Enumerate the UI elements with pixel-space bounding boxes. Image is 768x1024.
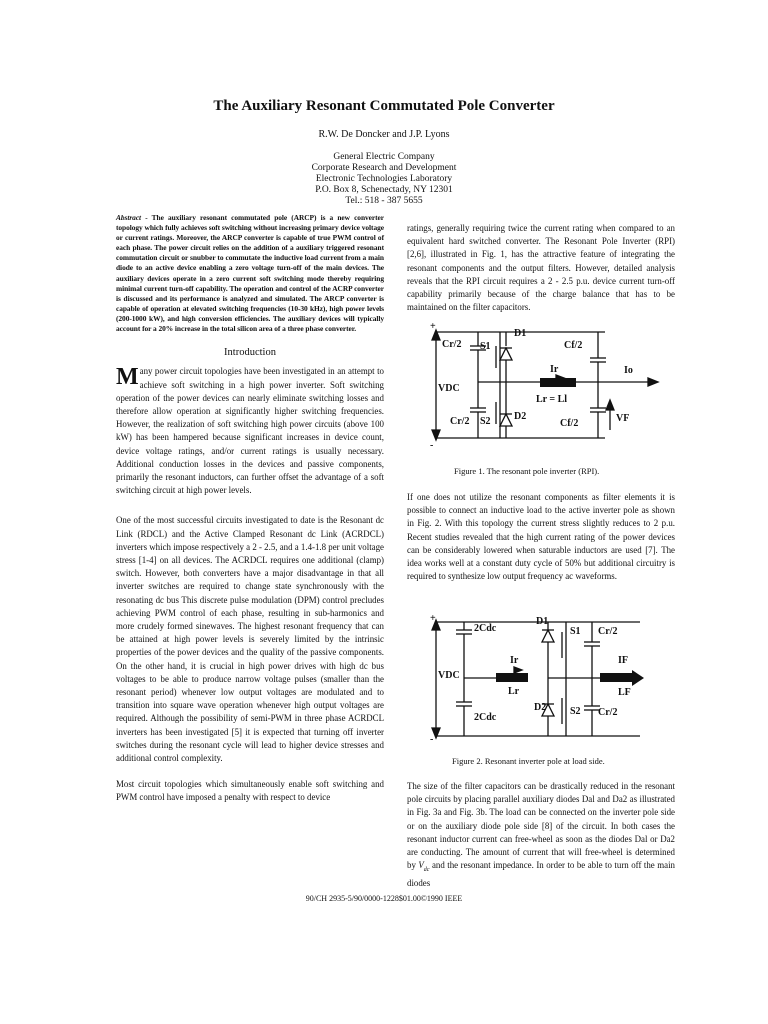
fig2-vdc: VDC [438,670,460,681]
figure-2-caption: Figure 2. Resonant inverter pole at load side. [452,756,605,766]
right-column-middle [407,491,675,583]
vdc-symbol [418,860,430,873]
affiliation-line: Tel.: 518 - 387 5655 [345,196,423,206]
fig2-d2: D2 [534,702,547,713]
fig2-cdc-top: 2Cdc [474,623,497,634]
fig1-io: Io [624,365,633,376]
fig2-minus: - [430,734,434,744]
fig1-vf: VF [616,413,630,424]
vdc-symbol-letter: V [418,860,424,871]
fig2-cdc-bot: 2Cdc [474,712,497,723]
section-heading-introduction: Introduction [224,347,276,359]
intro-paragraph-1 [116,365,384,497]
affiliation-line: General Electric Company [333,152,435,162]
fig2-cr2-top: Cr/2 [598,626,618,637]
figure-1-circuit [430,320,660,450]
fig2-lf: LF [618,687,631,698]
fig1-s1: S1 [480,341,491,352]
fig2-s1: S1 [570,626,581,637]
authors: R.W. De Doncker and J.P. Lyons [318,129,450,140]
fig1-s2: S2 [480,416,491,427]
affiliation-line: Corporate Research and Development [311,163,457,173]
fig1-cr2-top: Cr/2 [442,339,462,350]
fig2-s2: S2 [570,706,581,717]
right-paragraph-3 [407,780,675,890]
drop-cap: M [116,364,139,391]
affiliation [0,152,768,207]
figure-2-circuit [430,612,660,744]
fig1-cf2-bot: Cf/2 [560,418,579,429]
intro-paragraph-3: Most circuit topologies which simultaneously enable soft switching and PWM control have imposed a penalty with respect to device [116,779,384,803]
right-paragraph-1: ratings, generally requiring twice the current rating when compared to an equivalent hard switched converter. The Resonant Pole Inverter (RPI) [2,6], illustrated in Fig. 1, has the attractive feature of integrating the resonant components and the output filters. However, detailed analysis reveals that the RPI circuit requires a 2 - 2.5 p.u. device current turn-off capability primarily because of the charge balance that has to be maintained on the filter capacitors. [407,223,675,313]
fig1-d1: D1 [514,328,527,339]
figure-1-caption: Figure 1. The resonant pole inverter (RPI). [454,466,600,476]
abstract-label: Abstract - [116,213,148,222]
fig1-lr: Lr = Ll [536,394,568,405]
right-column-top [407,222,675,314]
paper-title: The Auxiliary Resonant Commutated Pole Converter [213,98,555,114]
fig2-plus: + [430,613,436,624]
right-paragraph-2: If one does not utilize the resonant components as filter elements it is possible to connect an inductive load to the active inverter pole as shown in Fig. 2. With this topology the current stress slightly reduces to 2 p.u. Recent studies revealed that the high current rating of the power devices can be considerably lowered when saturable inductors are used [7]. The idea works well at a constant duty cycle of 50% but additional circuitry is required to synthesize low output frequency ac waveforms. [407,492,675,582]
fig1-vdc: VDC [438,383,460,394]
fig2-d1: D1 [536,616,549,627]
paragraph-text: and the resonant impedance. In order to be able to turn off the main diodes [407,860,675,889]
fig1-d2: D2 [514,411,527,422]
fig1-plus: + [430,321,436,332]
vdc-subscript: dc [423,867,430,873]
abstract [116,213,384,334]
intro-paragraph-2: One of the most successful circuits investigated to date is the Resonant dc Link (RDCL) and the Active Clamped Resonant dc Link (ACRDCL) inverters which impose respectively a 2 - 2.5, and a 1.4-1.8 per unit voltage stress [1-4] on all devices. The ACRDCL requires one additional (clamp) switch. However, both converters have a major disadvantage in that all inverter switches are required to change state synchronously with the resonating dc bus This discrete pulse modulation (DPM) control precludes achieving PWM control of each phase, resulting in sub-harmonics and more crudely formed sinewaves. The highest resonant frequency that can be attained at high power levels is severely limited by the intrinsic properties of the power devices and the quality of the passive components. On the other hand, it is crucial in high power drives with high dc bus voltages to be able to produce narrow voltage pulses (smaller than the resonant period) whenever low output voltages are modulated and to transition into square wave operation whenever high output voltages are required. Although the possibility of semi-PWM in three phase ACRDCL inverters has been investigated [5] it is expected that turning off inverter switches during the resonant cycle will lead to higher device stresses and additional control complexity. [116,515,384,764]
fig2-if: IF [618,655,628,666]
fig2-cr2-bot: Cr/2 [598,707,618,718]
paragraph-text: any power circuit topologies have been investigated in an attempt to achieve soft switching in a high power inverter. Soft switching operation of the power devices can nearly eliminate switching losses and therefore allow operation at significantly higher switching frequencies. However, the realization of soft switching high power circuits (above 100 kW) has been hampered because significant increases in device count, device voltage ratings, and/or current ratings is usually necessary. Additional conduction losses in the devices and passive components, primarily the resonant inductors, can further offset the advantage of a soft switching circuit at high power levels. [116,366,384,496]
fig1-cr2-bot: Cr/2 [450,416,470,427]
paragraph-text: The size of the filter capacitors can be drastically reduced in the resonant pole circuits by placing parallel auxiliary diodes Dal and Da2 as illustrated in Fig. 3a and Fig. 3b. The load can be connected on the inverter pole side or on the auxiliary diode pole side [8] of the circuit. In both cases the resonant inductor current can free-wheel as soon as the diodes Dal or Da2 are conducting. The amount of current that will free-wheel is determined by [407,781,675,871]
fig2-ir: Ir [510,655,519,666]
fig1-cf2-top: Cf/2 [564,340,583,351]
right-column-bottom [407,780,675,890]
affiliation-line: Electronic Technologies Laboratory [315,174,453,184]
fig1-ir: Ir [550,364,559,375]
fig1-minus: - [430,440,434,450]
page-footer: 90/CH 2935-5/90/0000-1228$01.00©1990 IEEE [305,894,463,903]
affiliation-line: P.O. Box 8, Schenectady, NY 12301 [315,185,453,195]
fig2-lr: Lr [508,686,520,697]
abstract-text: The auxiliary resonant commutated pole (ARCP) is a new converter topology which fully achieves soft switching without increasing primary device voltage or current ratings. Moreover, the ARCP converter is capable of true PWM control of each phase. The power circuit relies on the addition of a auxiliary triggered resonant commutation circuit or snubber to commutate the inductive load current from a main diode to an active device enabling a zero voltage turn-off of the main devices. The auxiliary devices operate in a zero current soft switching mode thereby requiring minimal current turn-off capability. The operation and control of the ACRP converter is discussed and its performance is analyzed and simulated. The ARCP converter is capable of operation at elevated switching frequencies (10-30 kHz), high power levels (200-1000 kW), and high conversion efficiencies. The auxiliary devices will typically account for a 20% increase in the total silicon area of a three phase converter. [116,213,384,334]
left-column [116,213,384,805]
